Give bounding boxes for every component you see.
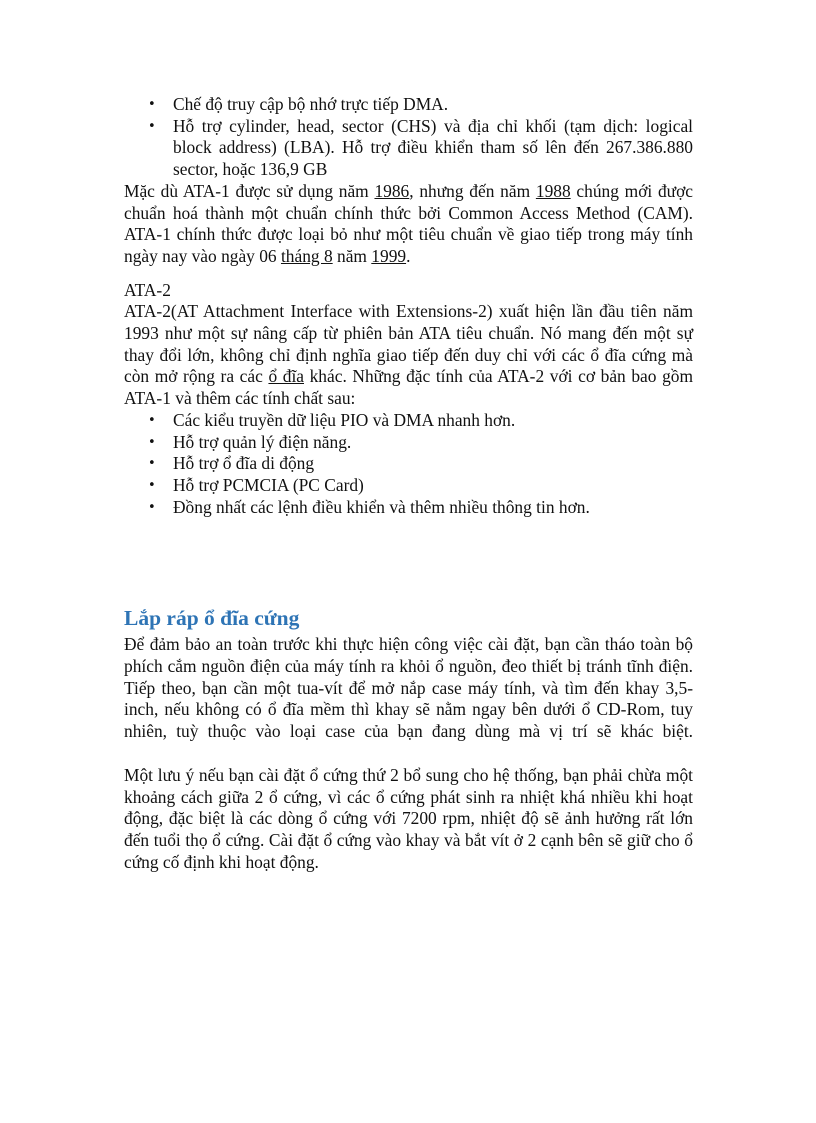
link-thang-8[interactable]: tháng 8 [280,245,333,266]
text-run: ATA-2(AT Attachment Interface with Extensions-2) xuất hiện lần đầu tiên năm 1993 như một sự nâng cấp từ phiên bản ATA tiêu chuẩn. Nó mang đến một sự thay đổi lớn, không chỉ định nghĩa giao tiếp đến duy chỉ với các ổ đĩa cứng mà còn mở rộng ra các [124,301,693,387]
list-item: • Các kiểu truyền dữ liệu PIO và DMA nhanh hơn. [173,410,693,432]
text-run: khác. Những đặc tính của ATA-2 với cơ bản bao gồm ATA-1 và thêm các tính chất sau: [124,366,693,409]
list-item: • Đồng nhất các lệnh điều khiển và thêm nhiều thông tin hơn. [173,497,693,519]
paragraph-second-drive-note: Một lưu ý nếu bạn cài đặt ổ cứng thứ 2 bổ sung cho hệ thống, bạn phải chừa một khoảng cách giữa 2 ổ cứng, vì các ổ cứng phát sinh ra nhiệt khá nhiều khi hoạt động, đặc biệt là các dòng ổ cứng với 7200 rpm, nhiệt độ sẽ ảnh hưởng rất lớn đến tuổi thọ ổ cứng. Cài đặt ổ cứng vào khay và bắt vít ở 2 cạnh bên sẽ giữ cho ổ cứng cố định khi hoạt động. [124,764,693,872]
list-item: • Hỗ trợ ổ đĩa di động [173,453,693,475]
link-1988[interactable]: 1988 [535,180,571,201]
text-run: Mặc dù ATA-1 được sử dụng năm [124,180,375,201]
paragraph-ata1-history [124,181,693,268]
heading-lap-rap: Lắp ráp ổ đĩa cứng [124,606,300,631]
document-page [124,94,693,873]
link-1999[interactable]: 1999 [371,245,407,266]
link-o-dia[interactable]: ổ đĩa [268,366,304,387]
list-item: • Hỗ trợ PCMCIA (PC Card) [173,475,693,497]
paragraph-ata2 [124,301,693,410]
features-list-ata1 [124,94,693,181]
list-item: • Chế độ truy cập bộ nhớ trực tiếp DMA. [173,94,693,116]
section-title-ata2: ATA-2 [124,279,171,300]
text-run: chúng mới được chuẩn hoá thành một chuẩn chính thức bởi Common Access Method (CAM). ATA-1 chính thức được loại bỏ như một tiêu chuẩn về giao tiếp trong máy tính ngày nay vào ngày 06 [124,180,694,266]
text-run: năm [332,245,372,266]
features-list-ata2 [124,410,693,519]
list-item: • Hỗ trợ quản lý điện năng. [173,432,693,454]
list-item: • Hỗ trợ cylinder, head, sector (CHS) và địa chỉ khối (tạm dịch: logical block address) (LBA). Hỗ trợ điều khiển tham số lên đến 267.386.880 sector, hoặc 136,9 GB [173,116,693,181]
text-run: . [406,245,411,266]
link-1986[interactable]: 1986 [374,180,410,201]
paragraph-installation: Để đảm bảo an toàn trước khi thực hiện công việc cài đặt, bạn cần tháo toàn bộ phích cắm nguồn điện của máy tính ra khỏi ổ nguồn, đeo thiết bị tránh tĩnh điện. Tiếp theo, bạn cần một tua-vít để mở nắp case máy tính, và tìm đến khay 3,5-inch, nếu không có ổ đĩa mềm thì khay sẽ nằm ngay bên dưới ổ CD-Rom, tuy nhiên, tuỳ thuộc vào loại case của bạn đang dùng mà vị trí sẽ khác biệt. [124,634,693,742]
text-run: , nhưng đến năm [409,180,536,201]
